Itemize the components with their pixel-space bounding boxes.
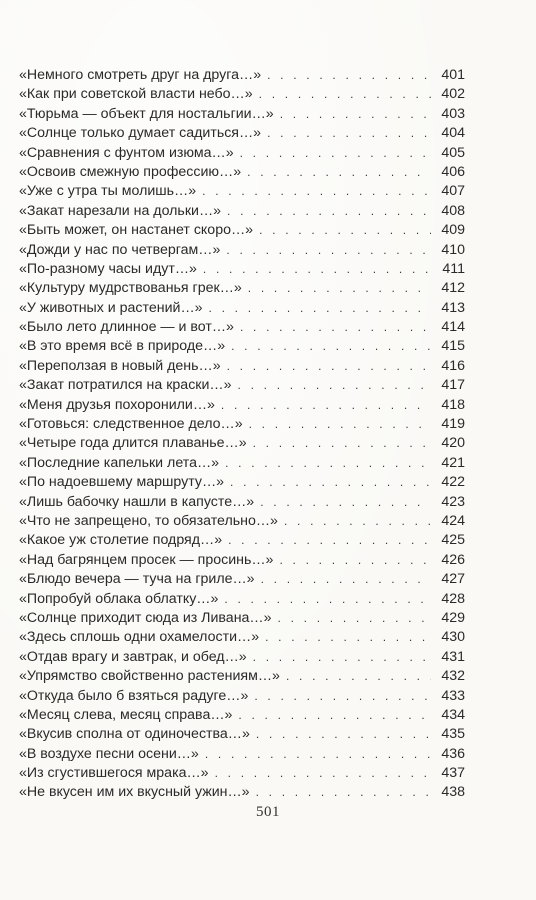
dot-leader	[259, 628, 431, 647]
toc-entry-page: 408	[441, 202, 465, 219]
toc-entry-page: 436	[441, 745, 465, 762]
toc-entry-page: 425	[441, 532, 465, 549]
dot-leader	[218, 590, 431, 609]
dot-leader	[243, 415, 431, 434]
toc-entry-title: «В воздухе песни осени…»	[19, 745, 199, 762]
toc-entry	[19, 260, 465, 279]
toc-entry-title: «Не вкусен им их вкусный ужин…»	[19, 784, 250, 801]
toc-entry	[19, 512, 465, 531]
toc-entry-title: «Было лето длинное — и вот…»	[19, 319, 234, 336]
toc-entry	[19, 745, 465, 764]
toc-entry-title: «Из сгустившегося мрака…»	[19, 765, 209, 782]
toc-entry-title: «Упрямство свойственно растениям…»	[19, 668, 280, 685]
dot-leader	[250, 725, 431, 744]
toc-entry-page: 401	[441, 67, 465, 83]
dot-leader	[225, 337, 431, 356]
toc-entry-title: «В это время всё в природе…»	[19, 338, 226, 355]
toc-entry	[19, 279, 465, 298]
toc-entry-title: «Солнце только думает садиться…»	[19, 125, 262, 142]
dot-leader	[255, 570, 431, 589]
table-of-contents	[19, 66, 465, 803]
toc-entry-page: 429	[441, 609, 465, 626]
dot-leader	[247, 434, 431, 453]
toc-entry-title: «Быть может, он настанет скоро…»	[19, 222, 254, 239]
toc-entry-page: 422	[441, 474, 465, 491]
toc-entry-title: «По-разному часы идут…»	[19, 260, 197, 277]
toc-entry	[19, 783, 465, 802]
dot-leader	[250, 783, 431, 802]
toc-entry	[19, 493, 465, 512]
toc-entry-page: 410	[441, 241, 465, 258]
toc-entry-title: «Здесь сплошь одни охамелости…»	[19, 629, 260, 646]
dot-leader	[224, 473, 431, 492]
toc-entry	[19, 609, 465, 628]
toc-entry-page: 430	[441, 629, 465, 646]
toc-entry-page: 418	[441, 396, 465, 413]
toc-entry	[19, 764, 465, 783]
dot-leader	[219, 454, 431, 473]
toc-entry-page: 405	[441, 144, 465, 161]
toc-entry-title: «Блюдо вечера — туча на гриле…»	[19, 571, 255, 588]
toc-entry	[19, 531, 465, 550]
toc-entry-page: 406	[441, 163, 465, 180]
toc-entry-page: 412	[441, 280, 465, 297]
toc-entry-title: «По надоевшему маршруту…»	[19, 474, 225, 491]
dot-leader	[234, 318, 431, 337]
toc-entry	[19, 434, 465, 453]
toc-entry-title: «Переползая в новый день…»	[19, 357, 221, 374]
toc-entry	[19, 182, 465, 201]
toc-entry	[19, 85, 465, 104]
toc-entry	[19, 357, 465, 376]
toc-entry-title: «Дожди у нас по четвергам…»	[19, 241, 221, 258]
toc-entry	[19, 648, 465, 667]
toc-entry	[19, 163, 465, 182]
toc-entry	[19, 299, 465, 318]
dot-leader	[261, 124, 431, 143]
toc-entry	[19, 570, 465, 589]
toc-entry	[19, 473, 465, 492]
toc-entry-title: «Вкусив сполна от одиночества…»	[19, 726, 250, 743]
toc-entry-title: «Попробуй облака облатку…»	[19, 590, 219, 607]
toc-entry-page: 402	[441, 86, 465, 103]
toc-entry-title: «Последние капельки лета…»	[19, 454, 220, 471]
toc-entry-page: 416	[441, 357, 465, 374]
toc-entry-title: «Месяц слева, месяц справа…»	[19, 706, 233, 723]
dot-leader	[196, 182, 431, 201]
toc-entry	[19, 667, 465, 686]
dot-leader	[261, 66, 431, 85]
toc-entry	[19, 124, 465, 143]
toc-entry-title: «Солнце приходит сюда из Ливана…»	[19, 609, 272, 626]
dot-leader	[232, 706, 431, 725]
toc-entry-title: «Какое уж столетие подряд…»	[19, 532, 223, 549]
dot-leader	[280, 667, 431, 686]
dot-leader	[221, 202, 431, 221]
toc-entry-title: «Немного смотреть друг на друга…»	[19, 67, 262, 83]
toc-entry	[19, 628, 465, 647]
dot-leader	[242, 279, 431, 298]
toc-entry-page: 421	[441, 454, 465, 471]
toc-entry-page: 409	[441, 222, 465, 239]
toc-entry	[19, 376, 465, 395]
toc-entry-page: 427	[441, 571, 465, 588]
dot-leader	[248, 687, 431, 706]
toc-entry	[19, 551, 465, 570]
toc-entry-page: 411	[442, 260, 465, 277]
toc-entry	[19, 687, 465, 706]
toc-entry-title: «Уже с утра ты молишь…»	[19, 183, 197, 200]
dot-leader	[241, 163, 431, 182]
toc-entry-title: «Сравнения с фунтом изюма…»	[19, 144, 234, 161]
toc-entry-page: 435	[441, 726, 465, 743]
toc-entry	[19, 66, 465, 85]
toc-entry-title: «Как при советской власти небо…»	[19, 86, 253, 103]
toc-entry-page: 432	[441, 668, 465, 685]
toc-entry-page: 433	[441, 687, 465, 704]
dot-leader	[247, 648, 431, 667]
dot-leader	[215, 396, 431, 415]
toc-entry	[19, 144, 465, 163]
toc-entry-page: 403	[441, 105, 465, 122]
toc-entry-title: «Четыре года длится плаванье…»	[19, 435, 247, 452]
toc-entry-title: «Закат потратился на краски…»	[19, 377, 232, 394]
dot-leader	[253, 221, 431, 240]
toc-entry	[19, 415, 465, 434]
toc-entry	[19, 396, 465, 415]
toc-entry-page: 419	[441, 416, 465, 433]
toc-entry	[19, 241, 465, 260]
toc-entry-title: «Готовься: следственное дело…»	[19, 416, 243, 433]
toc-entry-page: 407	[441, 183, 465, 200]
toc-entry-page: 426	[441, 551, 465, 568]
toc-entry-page: 414	[441, 319, 465, 336]
dot-leader	[253, 85, 431, 104]
toc-entry	[19, 337, 465, 356]
toc-entry-title: «Над багрянцем просек — просинь…»	[19, 551, 274, 568]
toc-entry-page: 415	[441, 338, 465, 355]
toc-entry-page: 437	[441, 765, 465, 782]
dot-leader	[199, 745, 431, 764]
toc-entry-page: 423	[441, 493, 465, 510]
toc-entry-page: 413	[441, 299, 465, 316]
toc-entry-title: «Освоив смежную профессию…»	[19, 163, 242, 180]
toc-entry-title: «Лишь бабочку нашли в капусте…»	[19, 493, 255, 510]
toc-entry-title: «Откуда было б взяться радуге…»	[19, 687, 249, 704]
toc-entry	[19, 202, 465, 221]
toc-entry-title: «Что не запрещено, то обязательно…»	[19, 512, 278, 529]
toc-entry	[19, 725, 465, 744]
toc-entry	[19, 454, 465, 473]
toc-entry-title: «Культуру мудрствованья грек…»	[19, 280, 242, 297]
dot-leader	[209, 764, 431, 783]
toc-entry-page: 420	[441, 435, 465, 452]
toc-entry	[19, 105, 465, 124]
page-number: 501	[256, 804, 280, 820]
toc-entry-page: 438	[441, 784, 465, 801]
dot-leader	[232, 376, 432, 395]
toc-entry-title: «Меня друзья похоронили…»	[19, 396, 215, 413]
dot-leader	[278, 512, 431, 531]
dot-leader	[197, 260, 431, 279]
dot-leader	[274, 105, 431, 124]
dot-leader	[222, 531, 431, 550]
dot-leader	[234, 144, 431, 163]
toc-entry-page: 431	[441, 648, 465, 665]
dot-leader	[221, 357, 431, 376]
toc-entry-page: 424	[441, 512, 465, 529]
toc-entry-title: «Закат нарезали на дольки…»	[19, 202, 222, 219]
toc-entry-page: 417	[441, 377, 465, 394]
toc-entry	[19, 318, 465, 337]
toc-entry-title: «У животных и растений…»	[19, 299, 203, 316]
toc-entry	[19, 590, 465, 609]
toc-entry	[19, 706, 465, 725]
dot-leader	[203, 299, 431, 318]
dot-leader	[220, 241, 431, 260]
toc-entry-page: 434	[441, 706, 465, 723]
dot-leader	[272, 609, 432, 628]
toc-entry	[19, 221, 465, 240]
toc-entry-title: «Отдав врагу и завтрак, и обед…»	[19, 648, 247, 665]
toc-entry-title: «Тюрьма — объект для ностальгии…»	[19, 105, 274, 122]
toc-entry-page: 404	[441, 125, 465, 142]
dot-leader	[273, 551, 431, 570]
toc-entry-page: 428	[441, 590, 465, 607]
dot-leader	[254, 493, 431, 512]
